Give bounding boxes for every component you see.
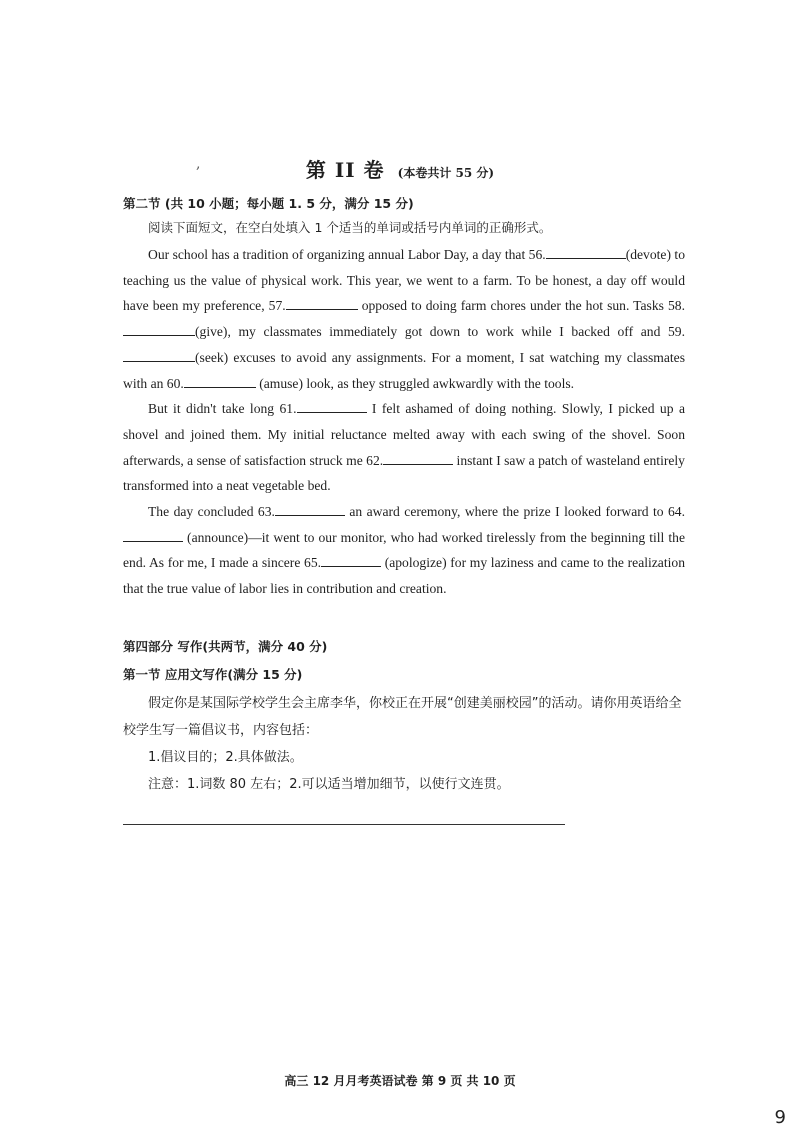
answer-line[interactable] — [123, 824, 565, 825]
passage-paragraph-3 — [123, 499, 685, 602]
blank-61[interactable] — [297, 400, 367, 413]
blank-59[interactable] — [123, 349, 195, 362]
text-run: But it didn't take long 61. — [148, 401, 297, 417]
writing-points: 1.倡议目的；2.具体做法。 — [148, 750, 303, 765]
page-footer: 高三 12 月月考英语试卷 第 9 页 共 10 页 — [284, 1074, 516, 1088]
volume-title-score: (本卷共计 55 分) — [397, 166, 495, 180]
passage-paragraph-1 — [123, 242, 685, 396]
passage-paragraph-2 — [123, 396, 685, 499]
blank-62[interactable] — [383, 452, 453, 465]
blank-56[interactable] — [546, 246, 626, 259]
section2-heading: 第二节 (共 10 小题；每小题 1. 5 分，满分 15 分) — [123, 196, 414, 211]
blank-58[interactable] — [123, 323, 195, 336]
text-run: Our school has a tradition of organizing annual Labor Day, a day that 56. — [148, 247, 546, 262]
volume-title-main: 第 II 卷 — [305, 158, 385, 182]
text-run: I felt ashamed of doing nothing. Slowly, I picked up a shovel and joined them. My initial reluctance melted away with each swing of the shovel. Soon afterwards, a sense of satisfaction struck me 62. — [123, 401, 685, 468]
text-run: an award ceremony, where the prize I looked forward to 64. — [344, 504, 685, 520]
volume-title — [0, 154, 800, 183]
part4-heading: 第四部分 写作(共两节，满分 40 分) — [123, 639, 328, 654]
section2-instruction: 阅读下面短文，在空白处填入 1 个适当的单词或括号内单词的正确形式。 — [148, 220, 552, 235]
text-run: opposed to doing farm chores under the hot sun. Tasks 58. — [357, 298, 685, 314]
blank-64[interactable] — [123, 529, 183, 542]
text-run: instant I saw a patch of wasteland entirely transformed into a neat vegetable bed. — [123, 452, 685, 494]
text-run: The day concluded 63. — [148, 504, 275, 520]
text-run: (apologize) for my laziness and came to the realization that the true value of labor lies in contribution and creation. — [123, 555, 685, 597]
blank-57[interactable] — [286, 297, 358, 310]
text-run: (give), my classmates immediately got down to work while I backed off and 59. — [195, 324, 685, 340]
text-run: (seek) excuses to avoid any assignments. For a moment, I sat watching my classmates with an 60. — [123, 349, 685, 391]
page-number: 9 — [774, 1107, 786, 1128]
blank-63[interactable] — [275, 503, 345, 516]
text-run: (amuse) look, as they struggled awkwardly with the tools. — [255, 375, 575, 391]
blank-60[interactable] — [184, 375, 256, 388]
writing-section1-heading: 第一节 应用文写作(满分 15 分) — [123, 667, 303, 682]
cloze-passage — [123, 242, 685, 602]
blank-65[interactable] — [321, 554, 381, 567]
text-run: (announce)—it went to our monitor, who had worked tirelessly from the beginning till the end. As for me, I made a sincere 65. — [123, 529, 685, 571]
writing-notes: 注意：1.词数 80 左右；2.可以适当增加细节，以使行文连贯。 — [148, 777, 510, 792]
writing-prompt — [123, 690, 685, 798]
writing-prompt-text: 假定你是某国际学校学生会主席李华，你校正在开展“创建美丽校园”的活动。请你用英语给全校学生写一篇倡议书，内容包括： — [123, 696, 682, 738]
text-run: (devote) to teaching us the value of physical work. This year, we went to a farm. To be honest, a day off would have been my preference, 57. — [123, 247, 685, 314]
stray-mark: , — [196, 156, 201, 172]
